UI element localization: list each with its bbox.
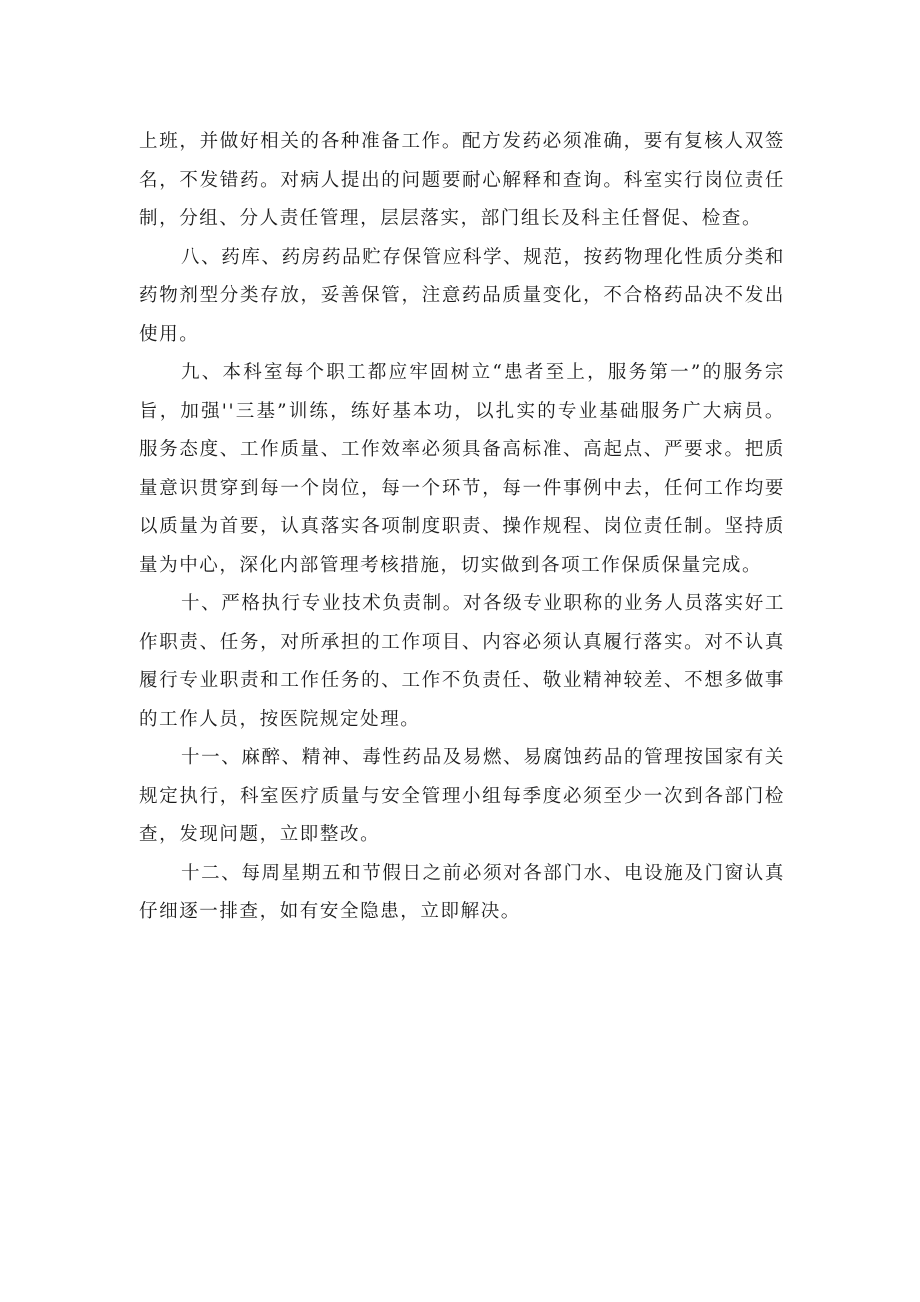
- paragraph-item-11: 十一、麻醉、精神、毒性药品及易燃、易腐蚀药品的管理按国家有关规定执行，科室医疗质量与安全管理小组每季度必须至少一次到各部门检查，发现问题，立即整改。: [139, 747, 785, 845]
- paragraph-item-9: 九、本科室每个职工都应牢固树立“患者至上，服务第一”的服务宗旨，加强''三基”训练，练好基本功，以扎实的专业基础服务广大病员。服务态度、工作质量、工作效率必须具备高标准、高起点、严要求。把质量意识贯穿到每一个岗位，每一个环节，每一件事例中去，任何工作均要以质量为首要，认真落实各项制度职责、操作规程、岗位责任制。坚持质量为中心，深化内部管理考核措施，切实做到各项工作保质保量完成。: [139, 362, 785, 576]
- paragraph-item-12: 十二、每周星期五和节假日之前必须对各部门水、电设施及门窗认真仔细逐一排查，如有安全隐患，立即解决。: [139, 862, 785, 922]
- paragraph-continuation: 上班，并做好相关的各种准备工作。配方发药必须准确，要有复核人双签名，不发错药。对病人提出的问题要耐心解释和查询。科室实行岗位责任制，分组、分人责任管理，层层落实，部门组长及科主任督促、检查。: [139, 131, 785, 229]
- paragraph-item-8: 八、药库、药房药品贮存保管应科学、规范，按药物理化性质分类和药物剂型分类存放，妥善保管，注意药品质量变化，不合格药品决不发出使用。: [139, 246, 785, 345]
- document-body: [139, 123, 785, 932]
- paragraph-item-10: 十、严格执行专业技术负责制。对各级专业职称的业务人员落实好工作职责、任务，对所承担的工作项目、内容必须认真履行落实。对不认真履行专业职责和工作任务的、工作不负责任、敬业精神较差、不想多做事的工作人员，按医院规定处理。: [139, 593, 785, 730]
